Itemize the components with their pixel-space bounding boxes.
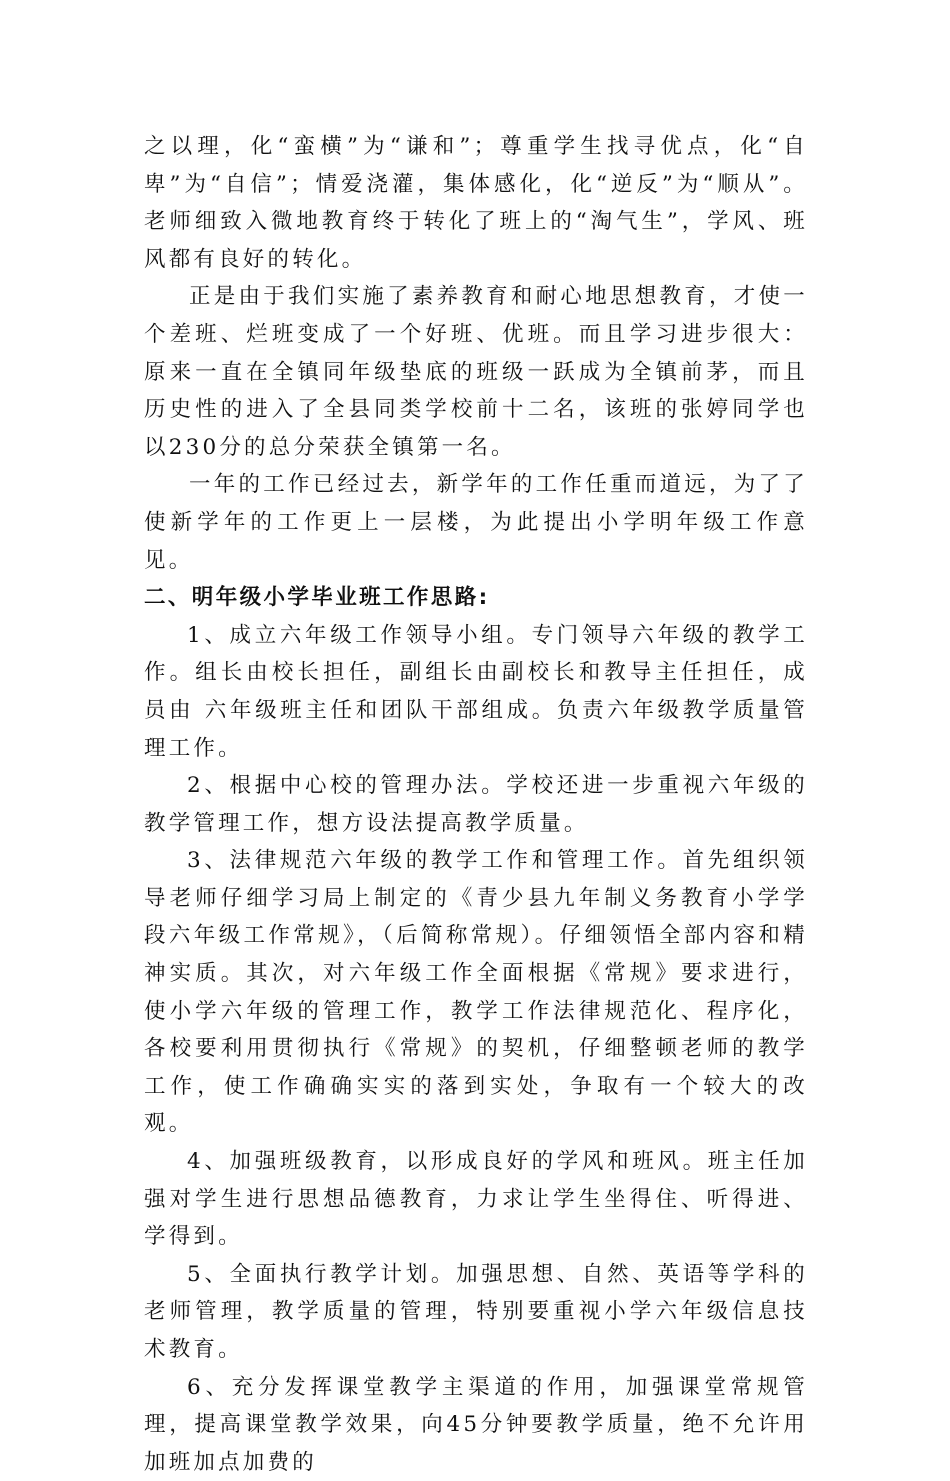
list-item-6: 6、充分发挥课堂教学主渠道的作用，加强课堂常规管理，提高课堂教学效果，向45分钟要教学质量，绝不允许用加班加点加费的 — [144, 1374, 808, 1475]
list-item-2: 2、根据中心校的管理办法。学校还进一步重视六年级的教学管理工作，想方设法提高教学质量。 — [144, 773, 808, 836]
paragraph-continuation: 之以理，化“蛮横”为“谦和”；尊重学生找寻优点，化“自卑”为“自信”；情爱浇灌，集体感化，化“逆反”为“顺从”。老师细致入微地教育终于转化了班上的“淘气生”，学风、班风都有良好的转化。 — [144, 134, 808, 272]
paragraph-achievement: 正是由于我们实施了素养教育和耐心地思想教育，才使一个差班、烂班变成了一个好班、优班。而且学习进步很大：原来一直在全镇同年级垫底的班级一跃成为全镇前茅，而且历史性的进入了全县同类学校前十二名，该班的张婷同学也以230分的总分荣获全镇第一名。 — [144, 284, 808, 460]
list-item-4: 4、加强班级教育，以形成良好的学风和班风。班主任加强对学生进行思想品德教育，力求让学生坐得住、听得进、学得到。 — [144, 1149, 808, 1250]
document-body — [144, 128, 808, 1481]
list-item-3: 3、法律规范六年级的教学工作和管理工作。首先组织领导老师仔细学习局上制定的《青少县九年制义务教育小学学段六年级工作常规》，（后简称常规）。仔细领悟全部内容和精神实质。其次，对六年级工作全面根据《常规》要求进行，使小学六年级的管理工作，教学工作法律规范化、程序化，各校要利用贯彻执行《常规》的契机，仔细整顿老师的教学工作，使工作确确实实的落到实处，争取有一个较大的改观。 — [144, 848, 808, 1137]
section-heading: 二、明年级小学毕业班工作思路: — [144, 585, 490, 611]
paragraph-transition: 一年的工作已经过去，新学年的工作任重而道远，为了了使新学年的工作更上一层楼，为此提出小学明年级工作意见。 — [144, 472, 808, 573]
list-item-5: 5、全面执行教学计划。加强思想、自然、英语等学科的老师管理，教学质量的管理，特别要重视小学六年级信息技术教育。 — [144, 1261, 808, 1362]
list-item-1: 1、成立六年级工作领导小组。专门领导六年级的教学工作。组长由校长担任，副组长由副校长和教导主任担任，成员由 六年级班主任和团队干部组成。负责六年级教学质量管理工作。 — [144, 622, 808, 761]
